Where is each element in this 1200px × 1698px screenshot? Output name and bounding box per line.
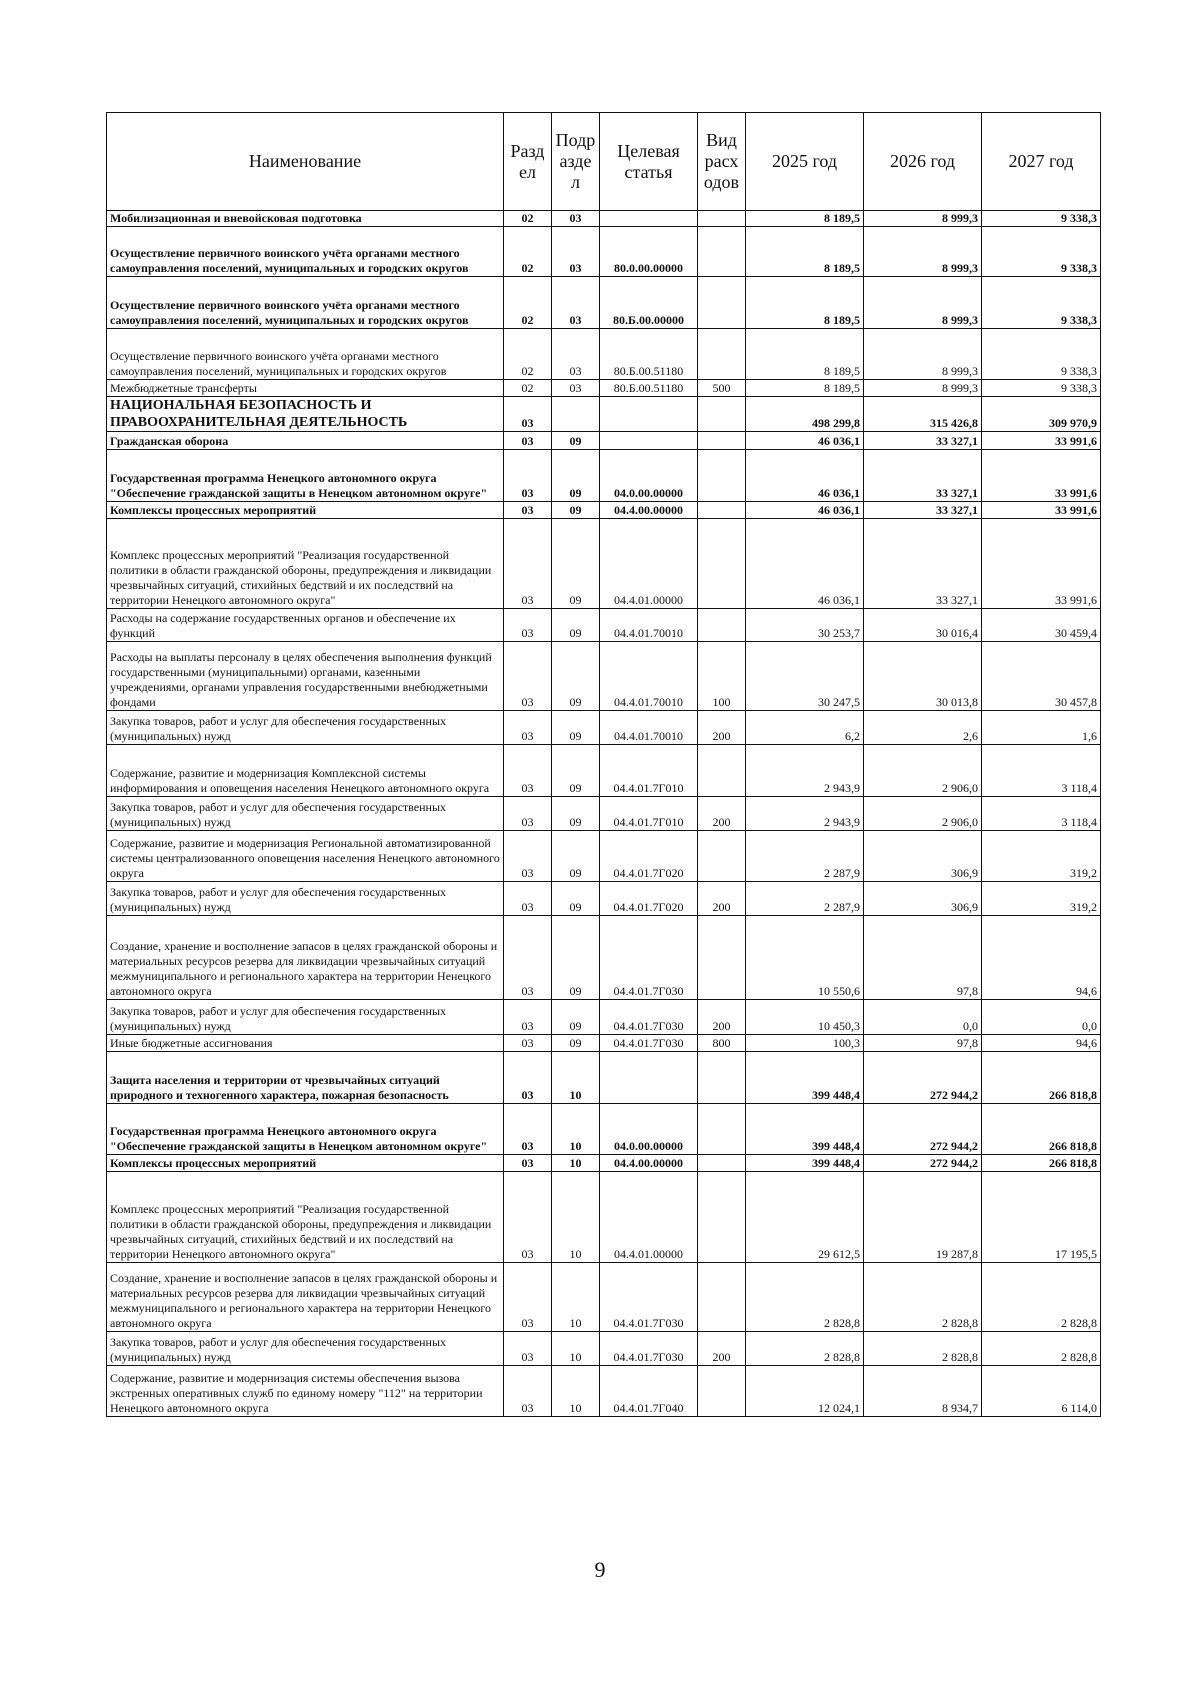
- row-subsection: 03: [552, 329, 600, 380]
- row-section: 03: [504, 642, 552, 711]
- row-2026: 33 327,1: [864, 502, 982, 519]
- row-2025: 498 299,8: [746, 397, 864, 432]
- row-2027: 33 991,6: [982, 502, 1101, 519]
- row-section: 03: [504, 1052, 552, 1104]
- row-expense-type: [698, 432, 746, 450]
- row-target: 04.4.01.00000: [600, 1172, 698, 1263]
- row-target: 04.4.01.7Г010: [600, 745, 698, 797]
- table-row: [107, 1052, 1101, 1104]
- row-name: Закупка товаров, работ и услуг для обеспечения государственных (муниципальных) нужд: [107, 882, 504, 916]
- row-expense-type: [698, 227, 746, 277]
- row-2026: 306,9: [864, 831, 982, 882]
- header-name: Наименование: [107, 113, 504, 211]
- row-name: Закупка товаров, работ и услуг для обеспечения государственных (муниципальных) нужд: [107, 797, 504, 831]
- row-subsection: [552, 397, 600, 432]
- row-expense-type: 200: [698, 1000, 746, 1035]
- row-name: Создание, хранение и восполнение запасов в целях гражданской обороны и материальных ресурсов резерва для ликвидации чрезвычайных ситуаций межмуниципального и регионального характера на территории Ненецкого автономного округа: [107, 916, 504, 1000]
- row-name: Защита населения и территории от чрезвычайных ситуаций природного и техногенного характера, пожарная безопасность: [107, 1052, 504, 1104]
- row-subsection: 09: [552, 450, 600, 502]
- budget-table: [106, 112, 1101, 1417]
- row-2026: 8 934,7: [864, 1366, 982, 1417]
- row-2027: 6 114,0: [982, 1366, 1101, 1417]
- row-2027: 319,2: [982, 882, 1101, 916]
- row-section: 03: [504, 797, 552, 831]
- row-2026: 8 999,3: [864, 227, 982, 277]
- row-2026: 33 327,1: [864, 450, 982, 502]
- row-2025: 30 253,7: [746, 609, 864, 642]
- row-expense-type: [698, 916, 746, 1000]
- row-2026: 8 999,3: [864, 211, 982, 227]
- row-2027: 9 338,3: [982, 329, 1101, 380]
- row-2026: 0,0: [864, 1000, 982, 1035]
- table-row: [107, 711, 1101, 745]
- row-expense-type: [698, 1366, 746, 1417]
- row-2027: 266 818,8: [982, 1104, 1101, 1155]
- table-row: [107, 745, 1101, 797]
- row-name: Осуществление первичного воинского учёта органами местного самоуправления поселений, муниципальных и городских округов: [107, 277, 504, 329]
- row-expense-type: 800: [698, 1035, 746, 1052]
- row-target: 04.4.01.70010: [600, 711, 698, 745]
- row-section: 03: [504, 1172, 552, 1263]
- row-section: 03: [504, 916, 552, 1000]
- row-subsection: 03: [552, 277, 600, 329]
- row-2025: 399 448,4: [746, 1104, 864, 1155]
- row-2025: 10 550,6: [746, 916, 864, 1000]
- table-row: [107, 277, 1101, 329]
- row-name: Создание, хранение и восполнение запасов в целях гражданской обороны и материальных ресурсов резерва для ликвидации чрезвычайных ситуаций межмуниципального и регионального характера на территории Ненецкого автономного округа: [107, 1263, 504, 1332]
- table-row: [107, 642, 1101, 711]
- row-target: 04.4.01.7Г030: [600, 1000, 698, 1035]
- row-2025: 8 189,5: [746, 227, 864, 277]
- row-target: 04.4.01.7Г030: [600, 1035, 698, 1052]
- row-expense-type: 200: [698, 711, 746, 745]
- row-2025: 8 189,5: [746, 380, 864, 397]
- row-expense-type: [698, 1263, 746, 1332]
- row-2027: 30 459,4: [982, 609, 1101, 642]
- row-name: Содержание, развитие и модернизация Комплексной системы информирования и оповещения населения Ненецкого автономного округа: [107, 745, 504, 797]
- row-expense-type: [698, 745, 746, 797]
- row-target: 04.0.00.00000: [600, 450, 698, 502]
- row-name: Закупка товаров, работ и услуг для обеспечения государственных (муниципальных) нужд: [107, 1000, 504, 1035]
- row-2026: 2 906,0: [864, 797, 982, 831]
- row-2025: 399 448,4: [746, 1155, 864, 1172]
- row-subsection: 10: [552, 1172, 600, 1263]
- row-name: Закупка товаров, работ и услуг для обеспечения государственных (муниципальных) нужд: [107, 711, 504, 745]
- row-target: 04.4.00.00000: [600, 502, 698, 519]
- row-2027: 94,6: [982, 916, 1101, 1000]
- row-2026: 2 828,8: [864, 1332, 982, 1366]
- row-2025: 2 287,9: [746, 831, 864, 882]
- row-expense-type: 200: [698, 797, 746, 831]
- table-row: [107, 1000, 1101, 1035]
- table-row: [107, 450, 1101, 502]
- row-2026: 8 999,3: [864, 329, 982, 380]
- row-section: 03: [504, 609, 552, 642]
- row-subsection: 10: [552, 1366, 600, 1417]
- row-2027: 94,6: [982, 1035, 1101, 1052]
- row-expense-type: [698, 502, 746, 519]
- row-name: Мобилизационная и вневойсковая подготовка: [107, 211, 504, 227]
- row-2027: 33 991,6: [982, 432, 1101, 450]
- table-row: [107, 519, 1101, 609]
- row-subsection: 09: [552, 432, 600, 450]
- row-name: Комплекс процессных мероприятий "Реализация государственной политики в области гражданской обороны, предупреждения и ликвидации чрезвычайных ситуаций, стихийных бедствий и их последствий на территории Ненецкого автономного округа": [107, 1172, 504, 1263]
- row-2027: 33 991,6: [982, 519, 1101, 609]
- row-section: 02: [504, 227, 552, 277]
- row-name: Государственная программа Ненецкого автономного округа "Обеспечение гражданской защиты в Ненецком автономном округе": [107, 450, 504, 502]
- row-target: 04.4.01.7Г030: [600, 1263, 698, 1332]
- row-section: 02: [504, 277, 552, 329]
- header-2027: 2027 год: [982, 113, 1101, 211]
- table-row: [107, 1104, 1101, 1155]
- row-name: Гражданская оборона: [107, 432, 504, 450]
- row-2026: 30 016,4: [864, 609, 982, 642]
- table-row: [107, 797, 1101, 831]
- row-2025: 8 189,5: [746, 329, 864, 380]
- row-2025: 6,2: [746, 711, 864, 745]
- table-row: [107, 211, 1101, 227]
- table-row: [107, 1155, 1101, 1172]
- row-2027: 2 828,8: [982, 1332, 1101, 1366]
- row-target: 04.0.00.00000: [600, 1104, 698, 1155]
- row-target: [600, 432, 698, 450]
- row-target: 80.Б.00.00000: [600, 277, 698, 329]
- row-2027: 17 195,5: [982, 1172, 1101, 1263]
- row-2027: 3 118,4: [982, 797, 1101, 831]
- row-subsection: 09: [552, 797, 600, 831]
- row-target: 04.4.01.7Г040: [600, 1366, 698, 1417]
- row-target: 04.4.01.70010: [600, 609, 698, 642]
- table-row: [107, 227, 1101, 277]
- header-target: Целевая статья: [600, 113, 698, 211]
- page-number: 9: [594, 1557, 606, 1582]
- table-row: [107, 1035, 1101, 1052]
- table-row: [107, 609, 1101, 642]
- table-body: [107, 211, 1101, 1417]
- table-row: [107, 432, 1101, 450]
- table-row: [107, 380, 1101, 397]
- row-2027: 9 338,3: [982, 211, 1101, 227]
- row-name: Комплексы процессных мероприятий: [107, 1155, 504, 1172]
- row-section: 03: [504, 1155, 552, 1172]
- row-section: 03: [504, 1332, 552, 1366]
- row-expense-type: [698, 1172, 746, 1263]
- row-name: Осуществление первичного воинского учёта органами местного самоуправления поселений, муниципальных и городских округов: [107, 329, 504, 380]
- row-2025: 46 036,1: [746, 519, 864, 609]
- row-2026: 8 999,3: [864, 380, 982, 397]
- row-2025: 46 036,1: [746, 502, 864, 519]
- row-expense-type: 500: [698, 380, 746, 397]
- row-name: Комплекс процессных мероприятий "Реализация государственной политики в области гражданской обороны, предупреждения и ликвидации чрезвычайных ситуаций, стихийных бедствий и их последствий на территории Ненецкого автономного округа": [107, 519, 504, 609]
- row-name: Содержание, развитие и модернизация системы обеспечения вызова экстренных оперативных служб по единому номеру "112" на территории Ненецкого автономного округа: [107, 1366, 504, 1417]
- row-section: 02: [504, 380, 552, 397]
- row-subsection: 09: [552, 1035, 600, 1052]
- row-2027: 9 338,3: [982, 227, 1101, 277]
- row-section: 03: [504, 745, 552, 797]
- row-expense-type: 200: [698, 882, 746, 916]
- row-target: [600, 1052, 698, 1104]
- table-row: [107, 831, 1101, 882]
- row-2026: 2 906,0: [864, 745, 982, 797]
- row-expense-type: 100: [698, 642, 746, 711]
- row-name: Иные бюджетные ассигнования: [107, 1035, 504, 1052]
- row-expense-type: [698, 277, 746, 329]
- row-expense-type: [698, 1104, 746, 1155]
- row-section: 03: [504, 1035, 552, 1052]
- row-2026: 315 426,8: [864, 397, 982, 432]
- row-subsection: 09: [552, 519, 600, 609]
- row-subsection: 03: [552, 380, 600, 397]
- row-2026: 8 999,3: [864, 277, 982, 329]
- row-expense-type: [698, 329, 746, 380]
- row-2026: 306,9: [864, 882, 982, 916]
- row-section: 03: [504, 432, 552, 450]
- row-name: НАЦИОНАЛЬНАЯ БЕЗОПАСНОСТЬ И ПРАВООХРАНИТЕЛЬНАЯ ДЕЯТЕЛЬНОСТЬ: [107, 397, 504, 432]
- row-section: 03: [504, 502, 552, 519]
- row-2025: 46 036,1: [746, 432, 864, 450]
- row-target: 04.4.01.7Г020: [600, 831, 698, 882]
- row-2026: 33 327,1: [864, 519, 982, 609]
- header-expense-type: Вид расх одов: [698, 113, 746, 211]
- table-row: [107, 1172, 1101, 1263]
- row-2026: 97,8: [864, 1035, 982, 1052]
- row-expense-type: [698, 519, 746, 609]
- header-section: Разд ел: [504, 113, 552, 211]
- row-subsection: 09: [552, 916, 600, 1000]
- row-name: Содержание, развитие и модернизация Региональной автоматизированной системы централизованного оповещения населения Ненецкого автономного округа: [107, 831, 504, 882]
- row-2025: 29 612,5: [746, 1172, 864, 1263]
- row-section: 03: [504, 1000, 552, 1035]
- row-subsection: 10: [552, 1263, 600, 1332]
- row-subsection: 09: [552, 711, 600, 745]
- row-section: 03: [504, 397, 552, 432]
- table-row: [107, 1366, 1101, 1417]
- row-section: 02: [504, 329, 552, 380]
- row-section: 03: [504, 882, 552, 916]
- row-2026: 272 944,2: [864, 1155, 982, 1172]
- row-2026: 33 327,1: [864, 432, 982, 450]
- row-subsection: 10: [552, 1052, 600, 1104]
- row-target: 04.4.00.00000: [600, 1155, 698, 1172]
- row-2027: 309 970,9: [982, 397, 1101, 432]
- row-subsection: 09: [552, 882, 600, 916]
- row-section: 02: [504, 211, 552, 227]
- row-2025: 8 189,5: [746, 277, 864, 329]
- row-2027: 1,6: [982, 711, 1101, 745]
- row-name: Закупка товаров, работ и услуг для обеспечения государственных (муниципальных) нужд: [107, 1332, 504, 1366]
- row-2026: 272 944,2: [864, 1104, 982, 1155]
- row-2027: 266 818,8: [982, 1052, 1101, 1104]
- row-2027: 30 457,8: [982, 642, 1101, 711]
- row-2025: 12 024,1: [746, 1366, 864, 1417]
- row-expense-type: [698, 1155, 746, 1172]
- row-target: 80.Б.00.51180: [600, 380, 698, 397]
- row-section: 03: [504, 450, 552, 502]
- row-2025: 30 247,5: [746, 642, 864, 711]
- row-subsection: 09: [552, 745, 600, 797]
- row-2027: 33 991,6: [982, 450, 1101, 502]
- row-target: 04.4.01.7Г010: [600, 797, 698, 831]
- row-target: 04.4.01.7Г030: [600, 1332, 698, 1366]
- row-2027: 9 338,3: [982, 277, 1101, 329]
- row-2027: 0,0: [982, 1000, 1101, 1035]
- row-expense-type: 200: [698, 1332, 746, 1366]
- row-2025: 2 828,8: [746, 1263, 864, 1332]
- row-2025: 10 450,3: [746, 1000, 864, 1035]
- row-name: Осуществление первичного воинского учёта органами местного самоуправления поселений, муниципальных и городских округов: [107, 227, 504, 277]
- row-name: Расходы на выплаты персоналу в целях обеспечения выполнения функций государственными (муниципальными) органами, казенными учреждениями, органами управления государственными внебюджетными фондами: [107, 642, 504, 711]
- row-expense-type: [698, 831, 746, 882]
- row-2027: 319,2: [982, 831, 1101, 882]
- table-row: [107, 329, 1101, 380]
- row-2025: 399 448,4: [746, 1052, 864, 1104]
- row-target: 04.4.01.00000: [600, 519, 698, 609]
- table-row: [107, 1263, 1101, 1332]
- header-subsection: Подр азде л: [552, 113, 600, 211]
- row-2026: 272 944,2: [864, 1052, 982, 1104]
- row-subsection: 10: [552, 1155, 600, 1172]
- header-2026: 2026 год: [864, 113, 982, 211]
- row-expense-type: [698, 211, 746, 227]
- row-2027: 2 828,8: [982, 1263, 1101, 1332]
- row-name: Межбюджетные трансферты: [107, 380, 504, 397]
- row-target: 80.0.00.00000: [600, 227, 698, 277]
- row-2025: 100,3: [746, 1035, 864, 1052]
- row-2025: 2 943,9: [746, 745, 864, 797]
- row-2027: 3 118,4: [982, 745, 1101, 797]
- row-section: 03: [504, 519, 552, 609]
- row-expense-type: [698, 609, 746, 642]
- row-target: 80.Б.00.51180: [600, 329, 698, 380]
- row-2026: 19 287,8: [864, 1172, 982, 1263]
- row-name: Государственная программа Ненецкого автономного округа "Обеспечение гражданской защиты в Ненецком автономном округе": [107, 1104, 504, 1155]
- row-subsection: 10: [552, 1104, 600, 1155]
- table-row: [107, 916, 1101, 1000]
- row-subsection: 09: [552, 502, 600, 519]
- row-2025: 8 189,5: [746, 211, 864, 227]
- row-name: Комплексы процессных мероприятий: [107, 502, 504, 519]
- row-subsection: 03: [552, 227, 600, 277]
- table-row: [107, 1332, 1101, 1366]
- row-section: 03: [504, 831, 552, 882]
- budget-sheet: [106, 112, 1100, 1417]
- row-2025: 2 287,9: [746, 882, 864, 916]
- row-target: 04.4.01.7Г020: [600, 882, 698, 916]
- table-row: [107, 397, 1101, 432]
- row-2026: 97,8: [864, 916, 982, 1000]
- header-row: [107, 113, 1101, 211]
- row-2025: 2 828,8: [746, 1332, 864, 1366]
- row-section: 03: [504, 711, 552, 745]
- row-2025: 46 036,1: [746, 450, 864, 502]
- row-section: 03: [504, 1263, 552, 1332]
- row-subsection: 10: [552, 1332, 600, 1366]
- row-expense-type: [698, 397, 746, 432]
- row-subsection: 09: [552, 1000, 600, 1035]
- header-2025: 2025 год: [746, 113, 864, 211]
- row-target: 04.4.01.70010: [600, 642, 698, 711]
- row-2026: 2 828,8: [864, 1263, 982, 1332]
- row-expense-type: [698, 450, 746, 502]
- row-subsection: 03: [552, 211, 600, 227]
- row-subsection: 09: [552, 831, 600, 882]
- row-subsection: 09: [552, 642, 600, 711]
- row-2025: 2 943,9: [746, 797, 864, 831]
- row-2027: 9 338,3: [982, 380, 1101, 397]
- row-section: 03: [504, 1366, 552, 1417]
- row-2026: 30 013,8: [864, 642, 982, 711]
- row-2027: 266 818,8: [982, 1155, 1101, 1172]
- table-row: [107, 882, 1101, 916]
- row-expense-type: [698, 1052, 746, 1104]
- row-target: 04.4.01.7Г030: [600, 916, 698, 1000]
- row-section: 03: [504, 1104, 552, 1155]
- row-name: Расходы на содержание государственных органов и обеспечение их функций: [107, 609, 504, 642]
- row-2026: 2,6: [864, 711, 982, 745]
- row-target: [600, 397, 698, 432]
- row-subsection: 09: [552, 609, 600, 642]
- table-row: [107, 502, 1101, 519]
- row-target: [600, 211, 698, 227]
